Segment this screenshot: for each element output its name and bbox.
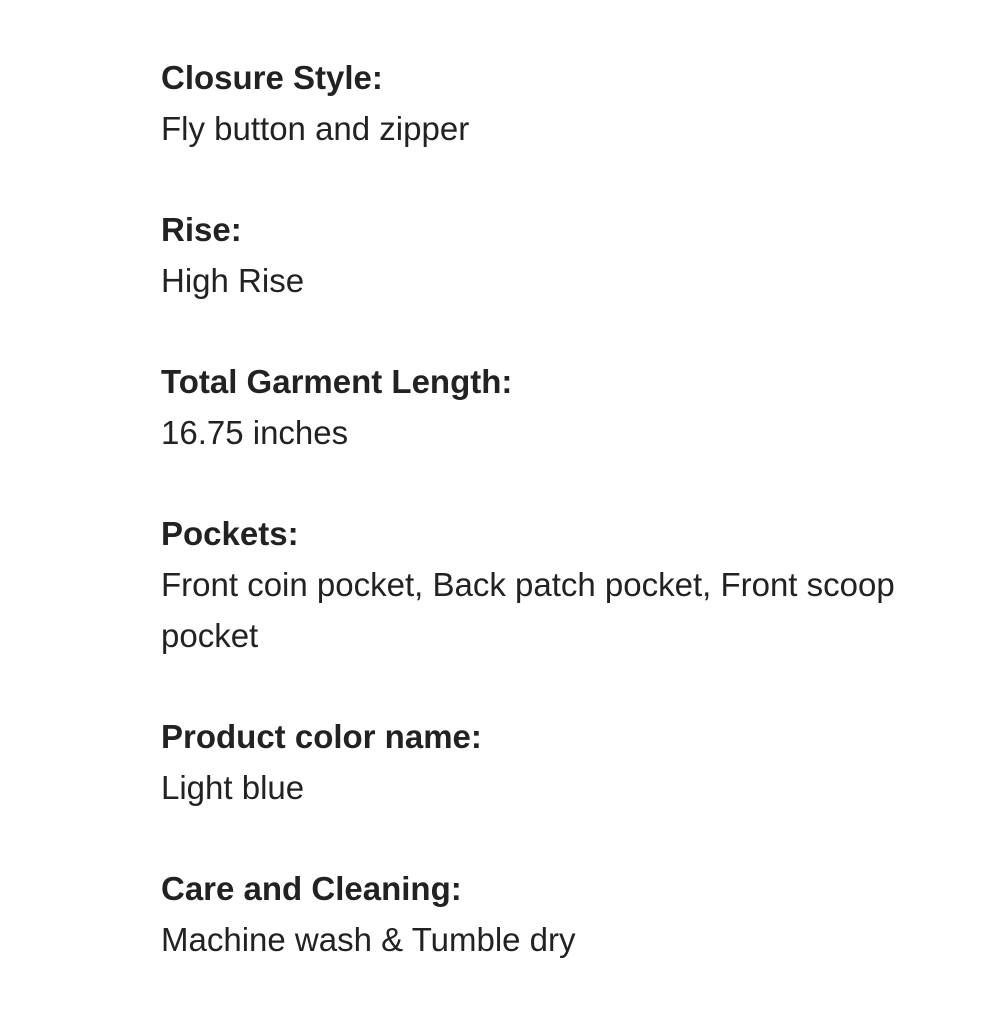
spec-label: Closure Style: [161, 59, 383, 96]
spec-value: Fly button and zipper [161, 110, 470, 147]
spec-product-color-name [161, 711, 961, 813]
spec-care-and-cleaning [161, 863, 961, 965]
spec-value: High Rise [161, 262, 305, 299]
product-spec-list [161, 52, 961, 1015]
spec-label: Rise: [161, 211, 242, 248]
spec-value: Light blue [161, 769, 305, 806]
spec-value: 16.75 inches [161, 414, 349, 451]
spec-total-garment-length [161, 356, 961, 458]
spec-label: Care and Cleaning: [161, 870, 462, 907]
spec-rise [161, 204, 961, 306]
spec-label: Total Garment Length: [161, 363, 513, 400]
spec-value: Front coin pocket, Back patch pocket, Front scoop pocket [161, 566, 895, 654]
spec-label: Pockets: [161, 515, 299, 552]
spec-value: Machine wash & Tumble dry [161, 921, 576, 958]
spec-pockets [161, 508, 961, 661]
spec-closure-style [161, 52, 961, 154]
spec-label: Product color name: [161, 718, 482, 755]
